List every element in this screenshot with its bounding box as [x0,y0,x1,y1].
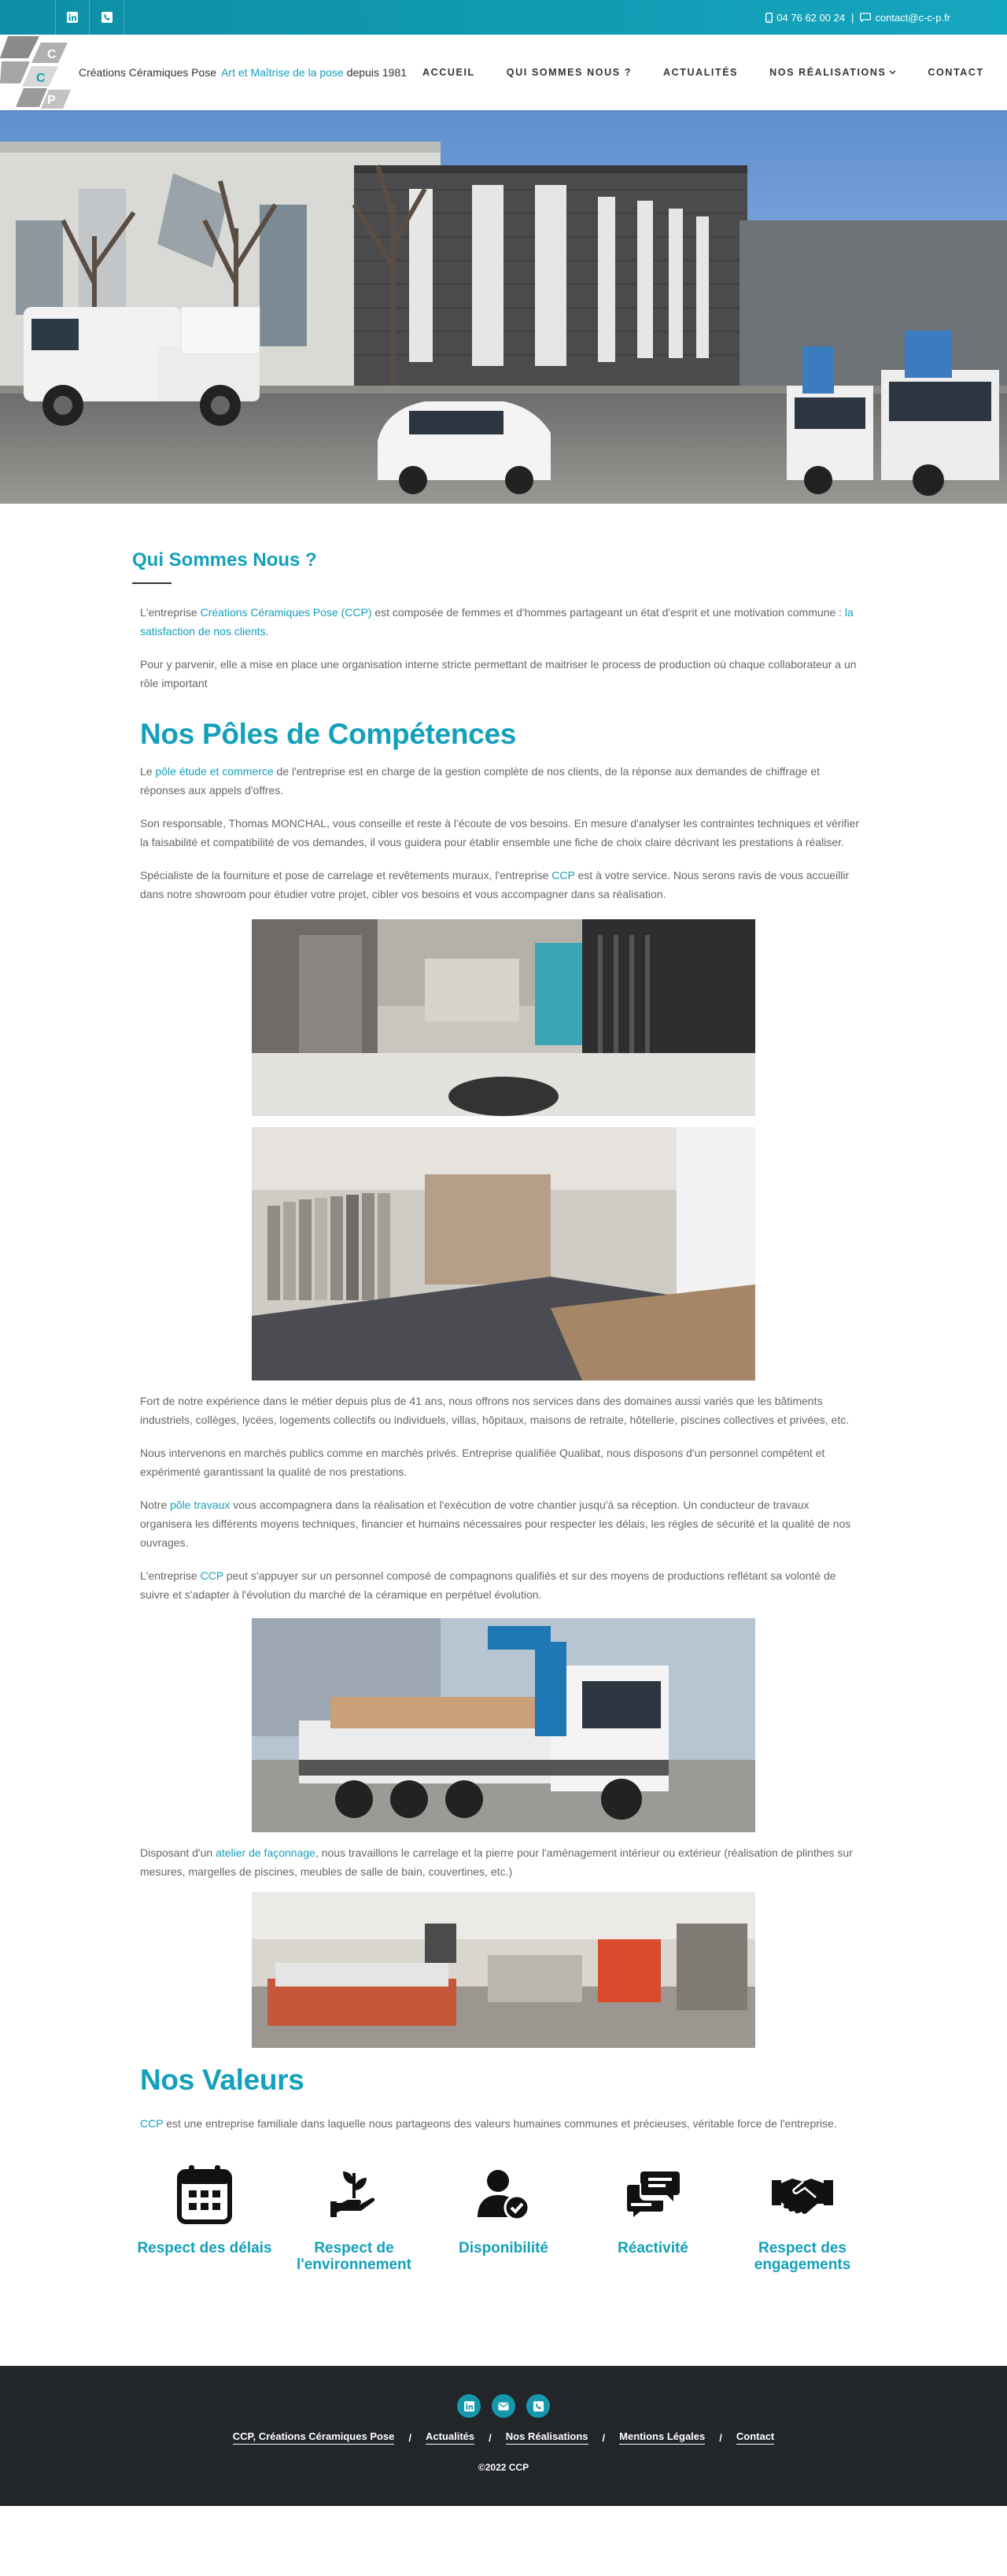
poles-paragraph-6 [140,1495,864,1552]
site-footer [0,2366,1007,2506]
poles-p3-b: est à votre service. Nous serons ravis de vous accueillir dans notre showroom pour étudier votre projet, cibler vos besoins et vous accompagner dans sa réalisation. [140,869,850,900]
brand-text [79,66,407,79]
mobile-phone-icon [765,13,773,23]
poles-paragraph-2: Son responsable, Thomas MONCHAL, vous conseille et reste à l'écoute de vos besoins. En mesure d'analyser les contraintes techniques et vérifier la faisabilité et compatibilité de vos demandes, il vous guidera pour établir ensemble une fiche de choix claire décrivant les prestations à réaliser. [140,817,859,848]
top-bar [0,0,1007,35]
showroom-photo-2 [252,1127,755,1380]
site-header [0,35,1007,110]
valeurs-paragraph [140,2114,864,2133]
phone-icon [533,2401,544,2412]
poles-p8-a: Disposant d'un [140,1846,216,1859]
truck-photo [252,1618,755,1832]
value-disponibilite [433,2163,574,2273]
footer-linkedin-link[interactable] [457,2394,481,2418]
atelier-link[interactable]: atelier de façonnage [216,1846,315,1859]
chat-bubbles-icon [625,2168,681,2220]
section-title-poles: Nos Pôles de Compétences [140,718,517,750]
value-label-5: Respect des engagements [754,2240,851,2273]
topbar-social [55,0,124,35]
about-p1-satisfaction-link[interactable]: la satisfaction de nos clients. [140,606,854,638]
poles-paragraph-3 [140,866,864,904]
linkedin-icon [67,12,78,23]
value-label-2: Respect de l'environnement [297,2240,411,2273]
poles-p3-a: Spécialiste de la fourniture et pose de carrelage et revêtements muraux, l'entreprise [140,869,552,881]
value-label-1: Respect des délais [137,2240,272,2256]
footer-phone-link[interactable] [526,2394,550,2418]
value-respect-environnement [283,2163,425,2273]
nav-actualites[interactable]: ACTUALITÉS [662,67,739,78]
eco-hand-icon [329,2168,379,2220]
section-title-about: Qui Sommes Nous ? [132,549,317,571]
hero-image [0,110,1007,504]
user-check-icon [476,2167,531,2222]
value-respect-engagements [732,2163,873,2273]
about-p1-company-link[interactable]: Créations Céramiques Pose (CCP) [200,606,372,619]
footer-link-mentions[interactable]: Mentions Légales [619,2430,705,2445]
footer-link-contact[interactable]: Contact [736,2430,774,2445]
footer-separator: / [408,2431,412,2444]
pole-travaux-link[interactable]: pôle travaux [170,1499,231,1511]
brand-name: Créations Céramiques Pose [79,66,217,79]
logo-letter-2: C [36,72,46,85]
poles-p7-b: peut s'appuyer sur un personnel composé de compagnons qualifiés et sur des moyens de productions reflétant sa volonté de suivre et s'adapter à l'évolution du marché de la céramique en perpétuel évolution. [140,1569,836,1601]
poles-p7-a: L'entreprise [140,1569,201,1582]
poles-p8-b: , nous travaillons le carrelage et la pierre pour l'aménagement intérieur ou extérieur (réalisation de plinthes sur mesures, margelles de piscines, meubles de salle de bain, couvertines, etc.) [140,1846,853,1878]
topbar-email-text: contact@c-c-p.fr [875,11,950,24]
value-respect-delais [134,2163,275,2273]
logo-letter-1: C [47,48,57,61]
poles-paragraph-5: Nous intervenons en marchés publics comme en marchés privés. Entreprise qualifiée Qualibat, nous disposons d'un personnel compétent et expérimenté garantissant la qualité de nos prestations. [140,1447,825,1478]
about-p1-a: L'entreprise [140,606,201,619]
footer-link-realisations[interactable]: Nos Réalisations [506,2430,588,2445]
value-reactivite [582,2163,724,2273]
section-title-valeurs: Nos Valeurs [140,2064,304,2096]
poles-paragraph-4: Fort de notre expérience dans le métier depuis plus de 41 ans, nous offrons nos services dans des domaines aussi variés que les bâtiments industriels, collèges, lycées, logements collectifs ou individuels, villas, hôpitaux, maisons de retraite, hôtellerie, piscines collectives et privées, etc. [140,1395,850,1426]
main-nav [407,67,1000,78]
pole-etude-link[interactable]: pôle étude et commerce [155,765,274,778]
chevron-down-icon [889,70,896,75]
title-underline [132,582,172,584]
ccp-link-3[interactable]: CCP [140,2117,164,2130]
calendar-icon [176,2164,233,2225]
chat-icon [860,13,871,22]
nav-contact[interactable]: CONTACT [928,67,984,78]
brand-tagline: Art et Maîtrise de la pose [221,66,344,79]
main-content [0,549,1007,2273]
topbar-contact [765,12,950,24]
poles-p6-a: Notre [140,1499,171,1511]
footer-links [0,2430,1007,2445]
brand-home-link[interactable] [0,35,407,110]
footer-social [0,2394,1007,2418]
ccp-link-2[interactable]: CCP [200,1569,223,1582]
workshop-photo [252,1892,755,2048]
handshake-icon [772,2172,833,2216]
ccp-link-1[interactable]: CCP [551,869,575,881]
footer-mail-link[interactable] [492,2394,515,2418]
value-label-3: Disponibilité [459,2240,548,2256]
about-paragraph-2: Pour y parvenir, elle a mise en place une organisation interne stricte permettant de maitriser le process de production où chaque collaborateur a un rôle important [140,658,857,689]
about-p1-b: est composée de femmes et d'hommes partageant un état d'esprit et une motivation commune : [371,606,845,619]
footer-copyright: ©2022 CCP [478,2462,529,2473]
nav-accueil[interactable]: ACCUEIL [422,67,475,78]
logo-letter-3: P [47,94,56,107]
showroom-photo-1 [252,919,755,1116]
topbar-email[interactable] [860,12,950,24]
poles-p1-a: Le [140,765,156,778]
building-photo [0,110,1007,504]
topbar-linkedin-link[interactable] [55,0,90,35]
topbar-separator: | [851,11,854,24]
poles-paragraph-7 [140,1566,864,1604]
values-grid [134,2163,873,2273]
nav-qui-sommes-nous[interactable]: QUI SOMMES NOUS ? [506,67,632,78]
nav-nos-realisations[interactable] [754,67,912,78]
footer-link-actualites[interactable]: Actualités [426,2430,474,2445]
poles-paragraph-1 [140,762,864,800]
brand-since: depuis 1981 [346,66,408,79]
poles-paragraph-8 [140,1843,864,1881]
ccp-logo [0,35,76,110]
linkedin-icon [464,2401,474,2412]
footer-separator: / [719,2431,722,2444]
nav-nos-realisations-label: NOS RÉALISATIONS [769,67,887,78]
topbar-phone[interactable] [765,12,845,24]
phone-icon [101,12,113,23]
footer-separator: / [602,2431,606,2444]
footer-separator: / [489,2431,492,2444]
poles-p1-b: de l'entreprise est en charge de la gestion complète de nos clients, de la réponse aux demandes de chiffrage et réponses aux appels d'offres. [140,765,820,796]
topbar-phone-text: 04 76 62 00 24 [776,11,846,24]
mail-icon [498,2402,509,2411]
poles-p6-b: vous accompagnera dans la réalisation et l'exécution de votre chantier jusqu'à sa réception. Un conducteur de travaux organisera les différents moyens techniques, financier et humains nécessaires pour respecter les délais, les règles de sécurité et la qualité de nos ouvrages. [140,1499,851,1549]
value-label-4: Réactivité [618,2240,688,2256]
topbar-phone-link[interactable] [90,0,124,35]
valeurs-p1-b: est une entreprise familiale dans laquelle nous partageons des valeurs humaines communes et précieuses, véritable force de l'entreprise. [163,2117,837,2130]
about-paragraph-1 [140,603,864,641]
footer-link-ccp[interactable]: CCP, Créations Céramiques Pose [233,2430,395,2445]
